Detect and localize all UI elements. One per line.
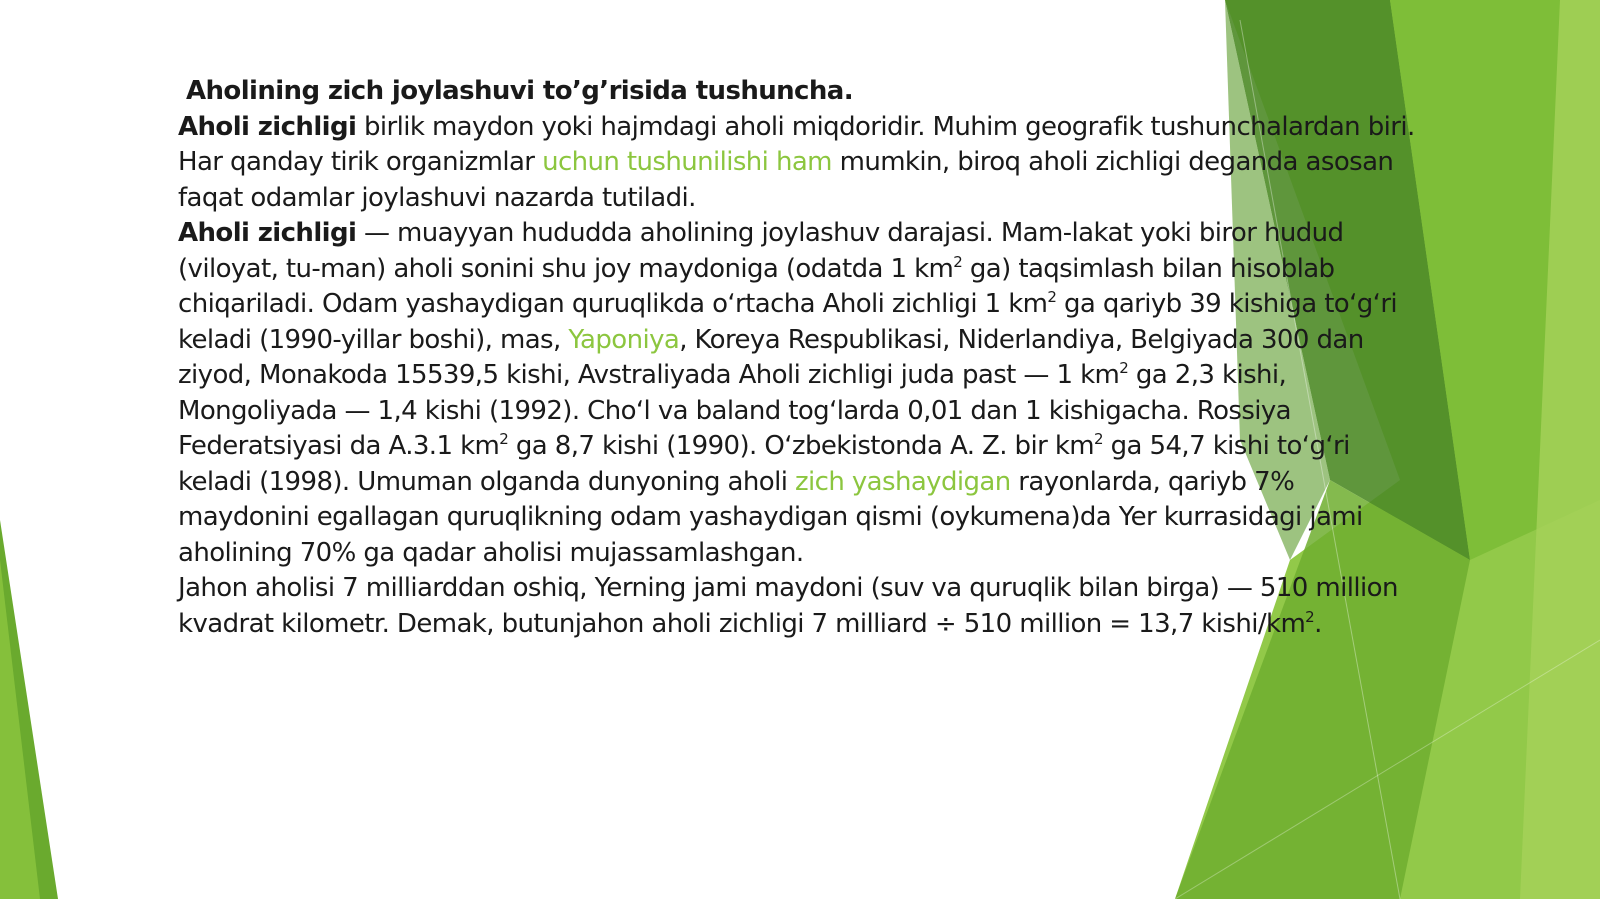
hyperlink[interactable]: uchun tushunilishi ham bbox=[542, 147, 832, 177]
slide-text-body bbox=[178, 74, 1428, 642]
superscript: 2 bbox=[1047, 288, 1057, 306]
text-run: Jahon aholisi 7 milliarddan oshiq, Yerning jami maydoni (suv va quruqlik bilan birga) — 510 million kvadrat kilometr. Demak, butunjahon aholi zichligi 7 milliard ÷ 510 million = 13,7 kishi/km bbox=[178, 573, 1398, 639]
superscript: 2 bbox=[1119, 359, 1129, 377]
text-run: — muayyan hududda aholining joylashuv darajasi. Mam-lakat yoki biror hudud (viloyat, tu-man) aholi sonini shu joy maydoniga (odatda 1 km bbox=[178, 218, 1344, 284]
term-bold: Aholi zichligi bbox=[178, 111, 357, 142]
text-run: , Koreya Respublikasi, Niderlandiya, Belgiyada 300 dan ziyod, Monakoda 15539,5 kishi, Avstraliyada Aholi zichligi juda past — 1 km bbox=[178, 324, 1364, 390]
text-run: rayonlarda, qariyb 7% maydonini egallagan quruqlikning odam yashaydigan qismi (oykumena)da Yer kurrasidagi jami aholining 70% ga qadar aholisi mujassamlashgan. bbox=[178, 466, 1363, 568]
text-run: ga 8,7 kishi (1990). Oʻzbekistonda A. Z. bir km bbox=[508, 431, 1095, 461]
density-paragraph bbox=[178, 216, 1428, 571]
text-run: . bbox=[1314, 608, 1322, 639]
world-density-paragraph bbox=[178, 571, 1428, 642]
text-run: ga) taqsimlash bilan hisoblab chiqariladi. Odam yashaydigan quruqlikda oʻrtacha Aholi zichligi 1 km bbox=[178, 253, 1335, 319]
superscript: 2 bbox=[1305, 607, 1315, 626]
definition-paragraph bbox=[178, 110, 1428, 217]
superscript: 2 bbox=[499, 430, 509, 448]
term-bold: Aholi zichligi bbox=[178, 218, 357, 248]
text-run: ga 54,7 kishi toʻgʻri keladi (1998). Umuman olganda dunyoning aholi bbox=[178, 431, 1350, 497]
text-run: ga 2,3 kishi, Mongoliyada — 1,4 kishi (1992). Choʻl va baland togʻlarda 0,01 dan 1 kishigacha. Rossiya Federatsiyasi da A.3.1 km bbox=[178, 360, 1292, 461]
text-run: ga qariyb 39 kishiga toʻgʻri keladi (1990-yillar boshi), mas, bbox=[178, 289, 1398, 355]
text-run: mumkin, biroq aholi zichligi deganda asosan faqat odamlar joylashuvi nazarda tutiladi. bbox=[178, 147, 1394, 213]
superscript: 2 bbox=[953, 252, 963, 271]
slide-title: Aholining zich joylashuvi to’g’risida tushuncha. bbox=[186, 76, 853, 106]
superscript: 2 bbox=[1094, 430, 1103, 448]
hyperlink-zich-yashaydigan[interactable]: zich yashaydigan bbox=[794, 466, 1011, 497]
text-run: birlik maydon yoki hajmdagi aholi miqdoridir. Muhim geografik tushunchalardan biri. Har qanday tirik organizmlar bbox=[178, 111, 1415, 177]
hyperlink-yaponiya[interactable]: Yaponiya bbox=[568, 324, 680, 355]
